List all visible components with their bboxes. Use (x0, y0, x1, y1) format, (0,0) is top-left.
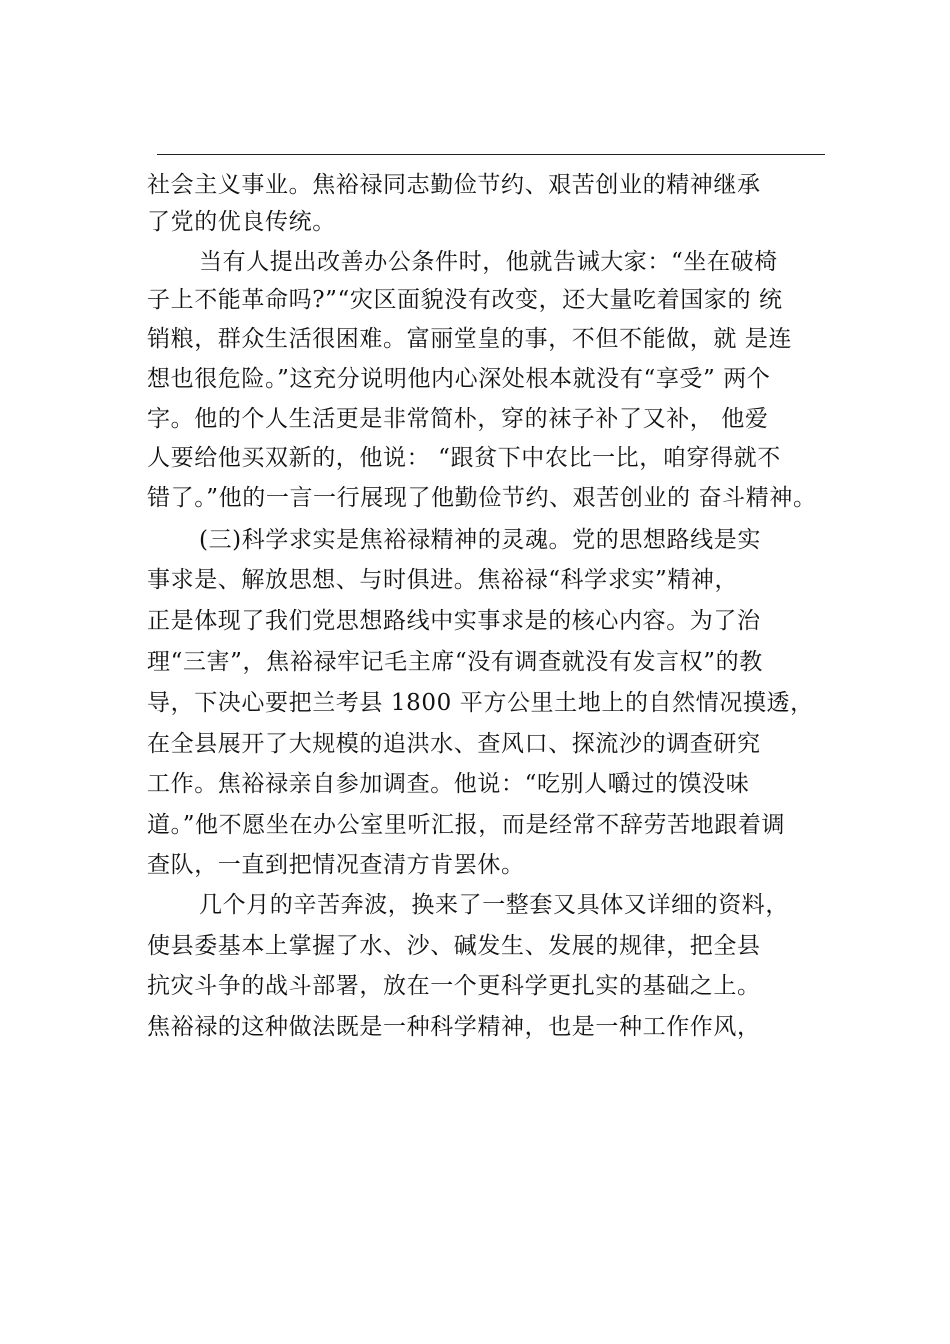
text-line-13: 理“三害”，焦裕禄牢记毛主席“没有调查就没有发言权”的教 (147, 649, 763, 675)
text-line-11: 事求是、解放思想、与时俱进。焦裕禄“科学求实”精神， (147, 567, 739, 593)
text-line-17: 道。”他不愿坐在办公室里听汇报，而是经常不辞劳苦地跟着调 (147, 812, 786, 838)
text-line-18: 查队，一直到把情况查清方肯罢休。 (147, 852, 525, 878)
text-line-6: 想也很危险。”这充分说明他内心深处根本就没有“享受” 两个 (147, 366, 771, 392)
text-line-22: 焦裕禄的这种做法既是一种科学精神，也是一种工作作风， (147, 1014, 761, 1040)
text-line-1: 社会主义事业。焦裕禄同志勤俭节约、艰苦创业的精神继承 (147, 172, 761, 198)
text-line-12: 正是体现了我们党思想路线中实事求是的核心内容。为了治 (147, 608, 761, 634)
text-line-4: 子上不能革命吗?”“灾区面貌没有改变，还大量吃着国家的 统 (147, 287, 783, 313)
text-line-9: 错了。”他的一言一行展现了他勤俭节约、艰苦创业的 奋斗精神。 (147, 485, 817, 511)
text-line-20: 使县委基本上掌握了水、沙、碱发生、发展的规律，把全县 (147, 933, 761, 959)
text-line-15: 在全县展开了大规模的追洪水、查风口、探流沙的调查研究 (147, 731, 761, 757)
text-line-16: 工作。焦裕禄亲自参加调查。他说：“吃别人嚼过的馍没味 (147, 771, 750, 797)
text-line-21: 抗灾斗争的战斗部署，放在一个更科学更扎实的基础之上。 (147, 973, 761, 999)
header-rule (157, 154, 825, 155)
text-line-3: 当有人提出改善办公条件时，他就告诫大家：“坐在破椅 (199, 249, 778, 275)
text-line-19: 几个月的辛苦奔波，换来了一整套又具体又详细的资料， (199, 892, 789, 918)
section-heading-line: (三)科学求实是焦裕禄精神的灵魂。党的思想路线是实 (199, 527, 761, 553)
text-line-5: 销粮，群众生活很困难。富丽堂皇的事，不但不能做，就 是连 (147, 326, 793, 352)
text-line-7: 字。他的个人生活更是非常简朴，穿的袜子补了又补， 他爱 (147, 406, 769, 432)
text-line-2: 了党的优良传统。 (147, 209, 336, 235)
text-line-14: 导，下决心要把兰考县 1800 平方公里土地上的自然情况摸透， (147, 690, 814, 716)
text-line-8: 人要给他买双新的，他说： “跟贫下中农比一比，咱穿得就不 (147, 445, 781, 471)
